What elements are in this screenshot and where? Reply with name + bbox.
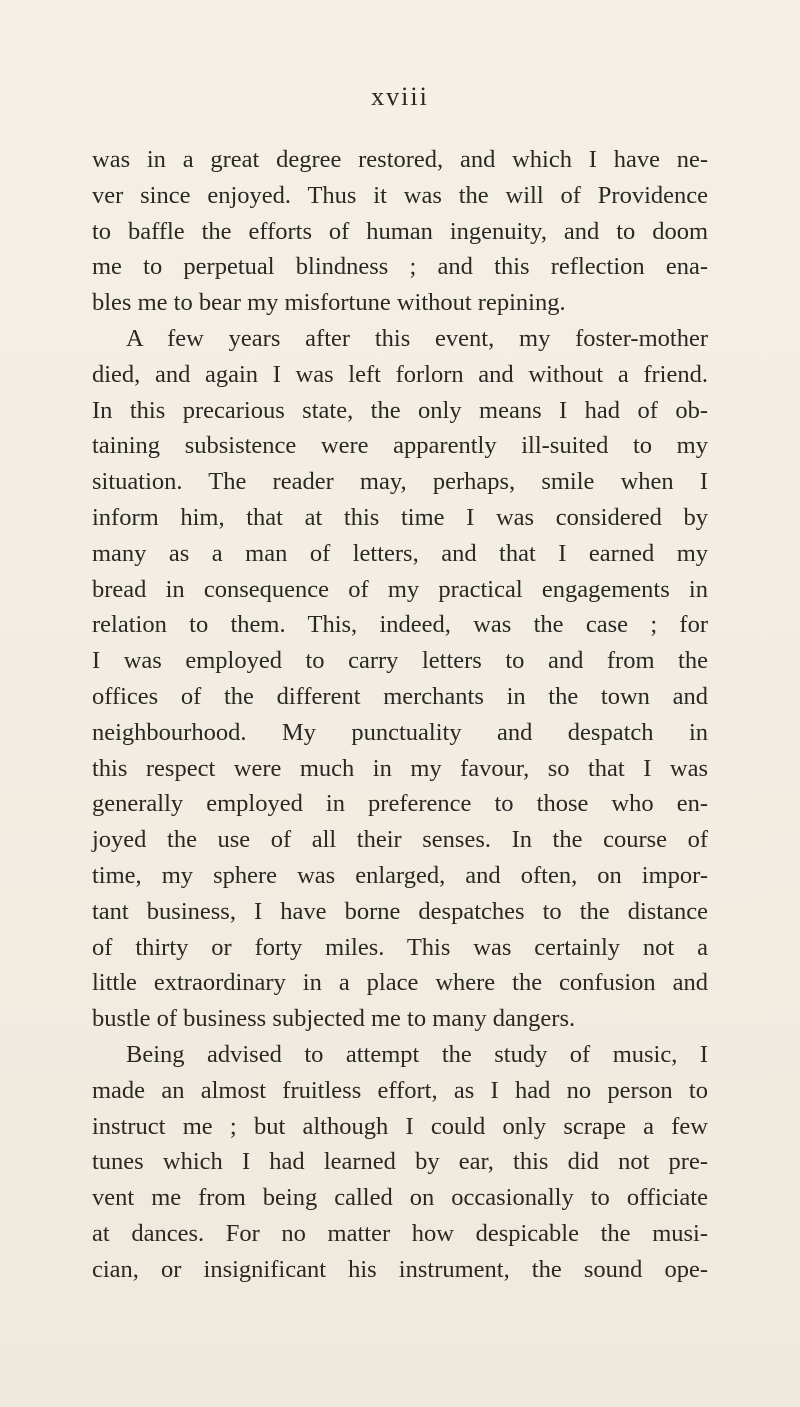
text-line: instruct me ; but although I could only scrape a few xyxy=(92,1112,708,1140)
text-line: little extraordinary in a place where the confusion and xyxy=(92,969,708,997)
page-number: xviii xyxy=(371,82,429,111)
text-line: made an almost fruitless effort, as I had no person to xyxy=(92,1076,708,1104)
text-line: bread in consequence of my practical engagements in xyxy=(92,575,708,603)
text-line: situation. The reader may, perhaps, smile when I xyxy=(92,468,708,496)
text-line: me to perpetual blindness ; and this reflection ena- xyxy=(92,253,708,281)
text-line: bles me to bear my misfortune without repining. xyxy=(92,289,566,317)
text-line: cian, or insignificant his instrument, the sound ope- xyxy=(92,1255,708,1283)
text-line: In this precarious state, the only means I had of ob- xyxy=(92,396,708,424)
text-line: Being advised to attempt the study of music, I xyxy=(126,1040,708,1068)
text-line: of thirty or forty miles. This was certainly not a xyxy=(92,933,708,961)
text-line: was in a great degree restored, and which I have ne- xyxy=(92,146,708,173)
text-line: generally employed in preference to those who en- xyxy=(92,790,708,818)
text-line: time, my sphere was enlarged, and often, on impor- xyxy=(92,861,708,889)
text-line: to baffle the efforts of human ingenuity, and to doom xyxy=(92,217,708,245)
text-line: many as a man of letters, and that I earned my xyxy=(92,539,708,567)
text-line: ver since enjoyed. Thus it was the will of Providence xyxy=(92,181,708,209)
text-line: relation to them. This, indeed, was the case ; for xyxy=(92,611,708,639)
text-line: tant business, I have borne despatches to the distance xyxy=(92,897,708,925)
text-line: taining subsistence were apparently ill-suited to my xyxy=(92,432,708,460)
text-line: A few years after this event, my foster-mother xyxy=(126,324,708,352)
body-text xyxy=(92,142,708,1288)
text-line: inform him, that at this time I was considered by xyxy=(92,503,708,531)
text-line: offices of the different merchants in the town and xyxy=(92,682,708,710)
text-line: I was employed to carry letters to and from the xyxy=(92,647,708,675)
text-line: died, and again I was left forlorn and without a friend. xyxy=(92,360,708,388)
text-line: tunes which I had learned by ear, this did not pre- xyxy=(92,1148,708,1176)
text-line: this respect were much in my favour, so that I was xyxy=(92,754,708,782)
text-line: at dances. For no matter how despicable the musi- xyxy=(92,1219,708,1247)
text-line: joyed the use of all their senses. In the course of xyxy=(92,826,708,854)
text-line: vent me from being called on occasionally to officiate xyxy=(92,1184,708,1212)
text-line: bustle of business subjected me to many dangers. xyxy=(92,1005,576,1033)
text-line: neighbourhood. My punctuality and despatch in xyxy=(92,718,708,746)
